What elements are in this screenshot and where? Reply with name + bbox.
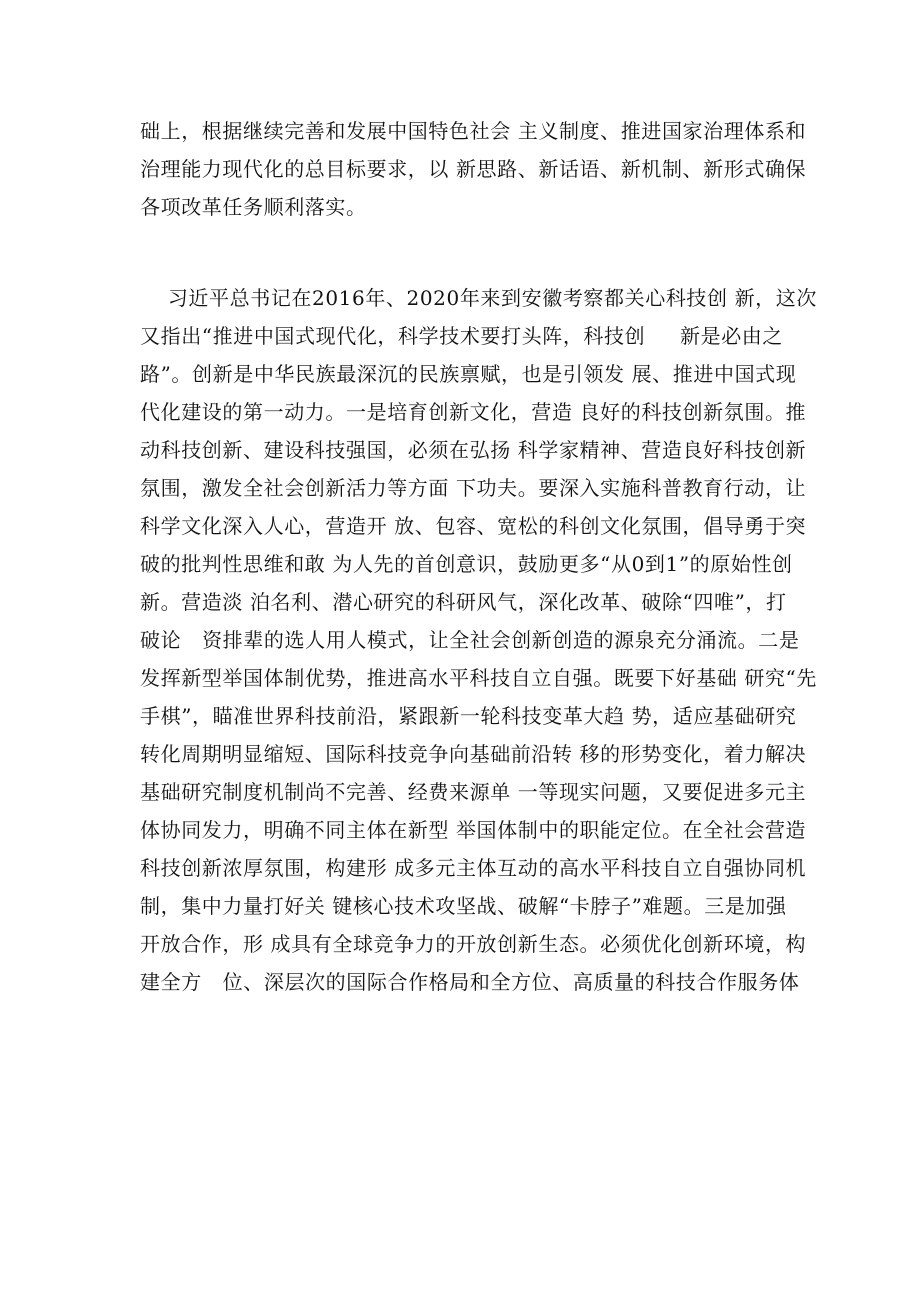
paragraph-2	[140, 279, 817, 1001]
text-line: 科技创新浓厚氛围，构建形 成多元主体互动的高水平科技自立自强协同机	[140, 856, 807, 880]
text-line: 习近平总书记在2016年、2020年来到安徽考察都关心科技创 新，这次	[140, 286, 817, 310]
text-line: 代化建设的第一动力。一是培育创新文化，营造 良好的科技创新氛围。推	[140, 400, 807, 424]
text-line: 制，集中力量打好关 键核心技术攻坚战、破解“卡脖子”难题。三是加强	[140, 894, 787, 918]
text-line: 建全方 位、深层次的国际合作格局和全方位、高质量的科技合作服务体	[140, 970, 800, 994]
text-line: 又指出“推进中国式现代化，科学技术要打头阵，科技创 新是必由之	[140, 324, 784, 348]
text-line: 破论 资排辈的选人用人模式，让全社会创新创造的源泉充分涌流。二是	[140, 628, 800, 652]
text-line: 基础研究制度机制尚不完善、经费来源单 一等现实问题，又要促进多元主	[140, 780, 807, 804]
text-line: 动科技创新、建设科技强国，必须在弘扬 科学家精神、营造良好科技创新	[140, 438, 807, 462]
text-line: 破的批判性思维和敢 为人先的首创意识，鼓励更多“从0到1”的原始性创	[140, 552, 793, 576]
text-line: 手棋”，瞄准世界科技前沿，紧跟新一轮科技变革大趋 势，适应基础研究	[140, 704, 797, 728]
text-line: 开放合作，形 成具有全球竞争力的开放创新生态。必须优化创新环境，构	[140, 932, 807, 956]
text-line: 础上，根据继续完善和发展中国特色社会 主义制度、推进国家治理体系和	[140, 119, 807, 143]
text-line: 各项改革任务顺利落实。	[140, 195, 367, 219]
text-line: 体协同发力，明确不同主体在新型 举国体制中的职能定位。在全社会营造	[140, 818, 807, 842]
text-line: 转化周期明显缩短、国际科技竞争向基础前沿转 移的形势变化，着力解决	[140, 742, 807, 766]
paragraph-1	[140, 112, 807, 226]
text-line: 治理能力现代化的总目标要求，以 新思路、新话语、新机制、新形式确保	[140, 157, 807, 181]
text-line: 氛围，激发全社会创新活力等方面 下功夫。要深入实施科普教育行动，让	[140, 476, 807, 500]
text-line: 新。营造淡 泊名利、潜心研究的科研风气，深化改革、破除“四唯”，打	[140, 590, 787, 614]
text-line: 科学文化深入人心，营造开 放、包容、宽松的科创文化氛围，倡导勇于突	[140, 514, 807, 538]
text-line: 路”。创新是中华民族最深沉的民族禀赋，也是引领发 展、推进中国式现	[140, 362, 797, 386]
text-line: 发挥新型举国体制优势，推进高水平科技自立自强。既要下好基础 研究“先	[140, 666, 817, 690]
